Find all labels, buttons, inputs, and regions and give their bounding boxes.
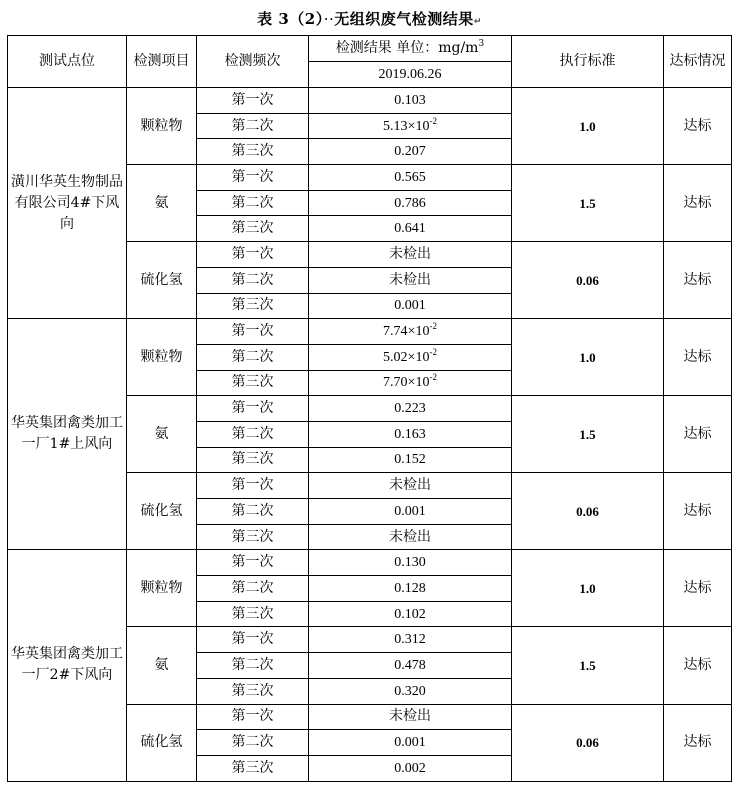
results-table <box>7 35 732 782</box>
site-name-cell: 华英集团禽类加工一厂1#上风向 <box>8 319 127 550</box>
result-value: 7.74×10 <box>383 324 430 340</box>
item-name-cell: 氨 <box>127 165 197 242</box>
result-value-cell <box>309 524 512 550</box>
result-value-cell <box>309 550 512 576</box>
result-value: 0.152 <box>394 452 426 468</box>
result-value-cell <box>309 190 512 216</box>
result-value: 0.001 <box>394 298 426 314</box>
frequency-cell: 第二次 <box>197 113 309 139</box>
result-value-cell <box>309 267 512 293</box>
site-name-cell: 华英集团禽类加工一厂2#下风向 <box>8 550 127 781</box>
frequency-cell: 第三次 <box>197 524 309 550</box>
frequency-cell: 第一次 <box>197 473 309 499</box>
frequency-cell: 第一次 <box>197 319 309 345</box>
result-value-cell <box>309 447 512 473</box>
frequency-cell: 第一次 <box>197 704 309 730</box>
frequency-cell: 第三次 <box>197 370 309 396</box>
frequency-cell: 第二次 <box>197 267 309 293</box>
result-value-cell <box>309 344 512 370</box>
table-heading: 无组织废气检测结果 <box>334 10 474 28</box>
standard-cell: 1.5 <box>512 165 664 242</box>
frequency-cell: 第三次 <box>197 139 309 165</box>
result-value-cell <box>309 627 512 653</box>
result-value: 7.70×10 <box>383 375 430 391</box>
result-value-cell <box>309 499 512 525</box>
result-value-cell <box>309 601 512 627</box>
item-name-cell: 氨 <box>127 627 197 704</box>
table-row <box>8 550 732 576</box>
item-name-cell: 氨 <box>127 396 197 473</box>
paragraph-mark: ↵ <box>473 17 482 27</box>
item-name-cell: 硫化氢 <box>127 242 197 319</box>
result-exponent: -2 <box>429 346 437 357</box>
standard-cell: 1.0 <box>512 319 664 396</box>
frequency-cell: 第三次 <box>197 601 309 627</box>
header-site: 测试点位 <box>8 36 127 88</box>
result-value: 5.13×10 <box>383 118 430 134</box>
frequency-cell: 第二次 <box>197 421 309 447</box>
header-date: 2019.06.26 <box>309 62 512 88</box>
frequency-cell: 第二次 <box>197 190 309 216</box>
result-value-cell <box>309 88 512 114</box>
table-title <box>0 8 739 29</box>
header-result-label: 检测结果 单位：mg/m <box>335 40 479 56</box>
header-pass: 达标情况 <box>664 36 732 88</box>
result-exponent: -2 <box>429 372 437 383</box>
frequency-cell: 第一次 <box>197 88 309 114</box>
result-value: 0.478 <box>394 657 426 673</box>
frequency-cell: 第二次 <box>197 576 309 602</box>
result-value: 未检出 <box>389 271 431 288</box>
result-value-cell <box>309 421 512 447</box>
result-value-cell <box>309 653 512 679</box>
result-value: 0.565 <box>394 169 426 185</box>
result-value-cell <box>309 396 512 422</box>
pass-status-cell: 达标 <box>664 319 732 396</box>
result-value-cell <box>309 370 512 396</box>
site-name-cell: 潢川华英生物制品有限公司4#下风向 <box>8 88 127 319</box>
frequency-cell: 第一次 <box>197 165 309 191</box>
standard-cell: 0.06 <box>512 242 664 319</box>
result-value: 0.223 <box>394 401 426 417</box>
frequency-cell: 第二次 <box>197 499 309 525</box>
result-value-cell <box>309 473 512 499</box>
standard-cell: 1.0 <box>512 88 664 165</box>
result-value-cell <box>309 704 512 730</box>
pass-status-cell: 达标 <box>664 88 732 165</box>
result-value: 未检出 <box>389 708 431 725</box>
pass-status-cell: 达标 <box>664 550 732 627</box>
title-dots: ·· <box>323 10 335 28</box>
header-row <box>8 36 732 62</box>
pass-status-cell: 达标 <box>664 627 732 704</box>
result-value-cell <box>309 293 512 319</box>
result-value: 0.312 <box>394 632 426 648</box>
header-result-unit-sup: 3 <box>478 39 485 49</box>
frequency-cell: 第二次 <box>197 344 309 370</box>
result-exponent: -2 <box>429 321 437 332</box>
result-value-cell <box>309 576 512 602</box>
frequency-cell: 第一次 <box>197 627 309 653</box>
item-name-cell: 颗粒物 <box>127 550 197 627</box>
standard-cell: 1.5 <box>512 627 664 704</box>
result-value: 0.103 <box>394 92 426 108</box>
result-value-cell <box>309 165 512 191</box>
pass-status-cell: 达标 <box>664 473 732 550</box>
pass-status-cell: 达标 <box>664 396 732 473</box>
result-value-cell <box>309 755 512 781</box>
pass-status-cell: 达标 <box>664 704 732 781</box>
item-name-cell: 颗粒物 <box>127 319 197 396</box>
result-value: 未检出 <box>389 528 431 545</box>
frequency-cell: 第一次 <box>197 242 309 268</box>
result-value: 0.002 <box>394 760 426 776</box>
frequency-cell: 第二次 <box>197 653 309 679</box>
result-value: 0.786 <box>394 195 426 211</box>
result-value: 0.130 <box>394 555 426 571</box>
result-value-cell <box>309 113 512 139</box>
pass-status-cell: 达标 <box>664 165 732 242</box>
result-value: 5.02×10 <box>383 349 430 365</box>
standard-cell: 0.06 <box>512 704 664 781</box>
result-value: 0.128 <box>394 580 426 596</box>
result-value: 0.102 <box>394 606 426 622</box>
header-item: 检测项目 <box>127 36 197 88</box>
result-value-cell <box>309 678 512 704</box>
result-value: 0.163 <box>394 426 426 442</box>
header-standard: 执行标准 <box>512 36 664 88</box>
header-freq: 检测频次 <box>197 36 309 88</box>
result-value-cell <box>309 242 512 268</box>
table-row <box>8 319 732 345</box>
result-value-cell <box>309 730 512 756</box>
result-exponent: -2 <box>429 115 437 126</box>
pass-status-cell: 达标 <box>664 242 732 319</box>
result-value: 未检出 <box>389 477 431 494</box>
result-value: 0.641 <box>394 221 426 237</box>
standard-cell: 1.0 <box>512 550 664 627</box>
frequency-cell: 第二次 <box>197 730 309 756</box>
table-number: 表 3（2） <box>257 10 324 28</box>
result-value-cell <box>309 216 512 242</box>
result-value-cell <box>309 139 512 165</box>
item-name-cell: 硫化氢 <box>127 704 197 781</box>
frequency-cell: 第三次 <box>197 216 309 242</box>
frequency-cell: 第三次 <box>197 755 309 781</box>
standard-cell: 0.06 <box>512 473 664 550</box>
standard-cell: 1.5 <box>512 396 664 473</box>
item-name-cell: 硫化氢 <box>127 473 197 550</box>
header-result <box>309 36 512 62</box>
table-row <box>8 88 732 114</box>
frequency-cell: 第三次 <box>197 293 309 319</box>
frequency-cell: 第一次 <box>197 550 309 576</box>
frequency-cell: 第三次 <box>197 678 309 704</box>
result-value: 未检出 <box>389 245 431 262</box>
frequency-cell: 第三次 <box>197 447 309 473</box>
item-name-cell: 颗粒物 <box>127 88 197 165</box>
frequency-cell: 第一次 <box>197 396 309 422</box>
result-value: 0.320 <box>394 683 426 699</box>
result-value: 0.001 <box>394 735 426 751</box>
result-value-cell <box>309 319 512 345</box>
result-value: 0.207 <box>394 144 426 160</box>
result-value: 0.001 <box>394 503 426 519</box>
